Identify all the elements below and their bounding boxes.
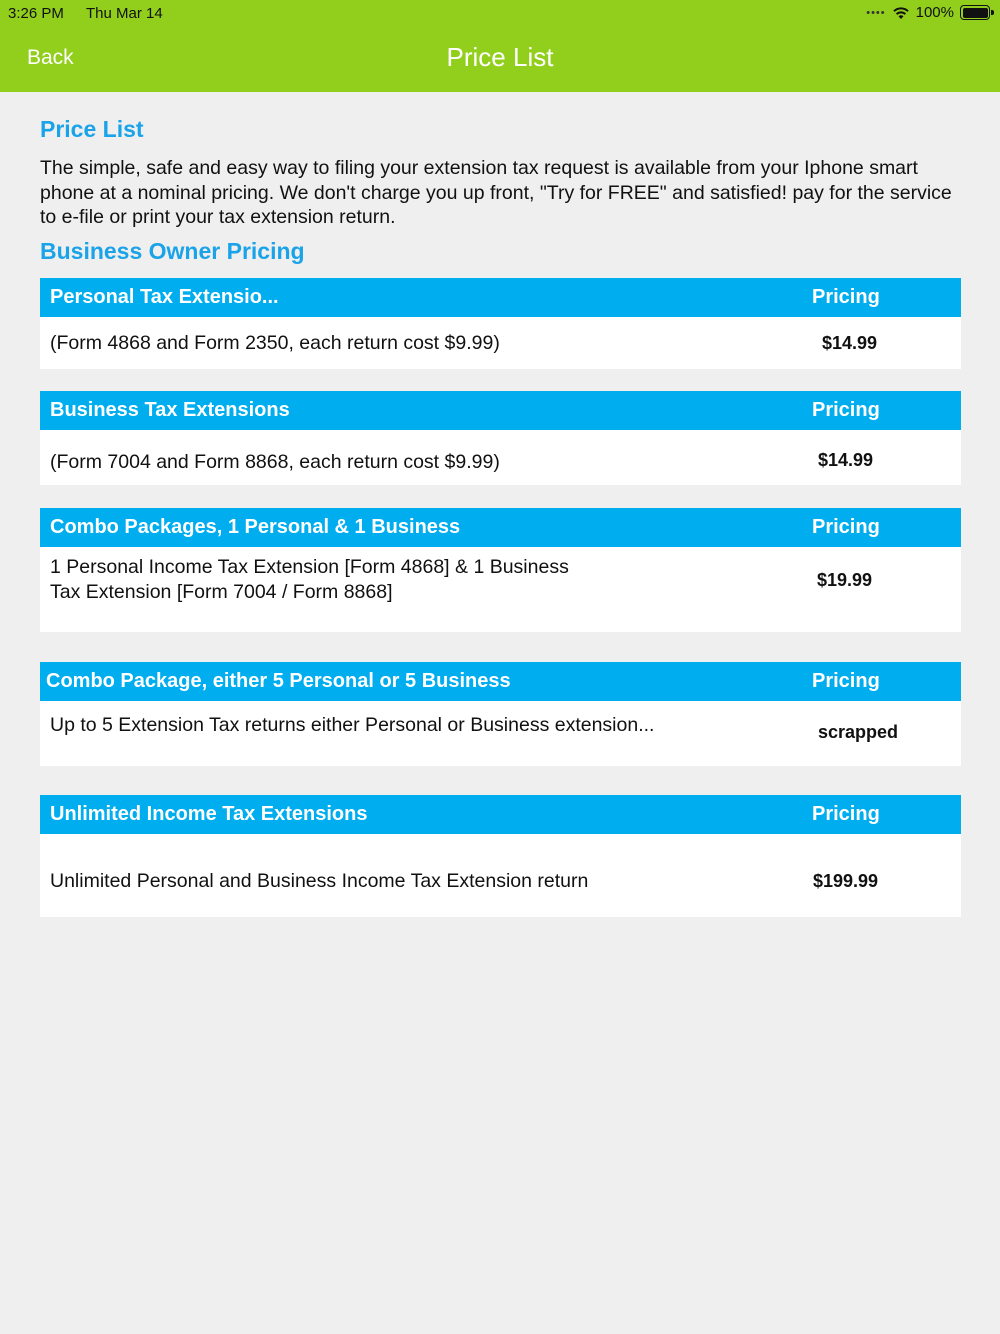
card-price: $199.99 (813, 871, 879, 891)
card-description: Up to 5 Extension Tax returns either Personal or Business extension... (50, 714, 655, 736)
status-date: Thu Mar 14 (86, 5, 163, 22)
card-header (40, 278, 961, 317)
pricing-label: Pricing (812, 399, 880, 421)
card-header (40, 795, 961, 834)
pricing-label: Pricing (812, 670, 880, 692)
card-description: (Form 4868 and Form 2350, each return cost $9.99) (50, 332, 500, 354)
pricing-card-business[interactable] (40, 391, 961, 485)
card-price: scrapped (818, 722, 899, 742)
card-header (40, 662, 961, 701)
card-title: Unlimited Income Tax Extensions (50, 803, 368, 825)
card-description: Unlimited Personal and Business Income Tax Extension return (50, 870, 589, 892)
card-price: $19.99 (817, 570, 873, 590)
card-price: $14.99 (822, 333, 878, 353)
battery-icon (960, 5, 990, 20)
wifi-icon (892, 6, 910, 20)
card-description-line2: Tax Extension [Form 7004 / Form 8868] (50, 581, 393, 603)
pricing-card-personal[interactable] (40, 278, 961, 369)
card-description: (Form 7004 and Form 8868, each return cost $9.99) (50, 451, 500, 473)
status-bar (0, 0, 1000, 28)
pricing-card-unlimited[interactable] (40, 795, 961, 917)
nav-bar (0, 0, 1000, 92)
card-title: Business Tax Extensions (50, 399, 290, 421)
intro-section (40, 116, 961, 266)
card-title: Combo Package, either 5 Personal or 5 Business (46, 670, 511, 692)
card-header (40, 508, 961, 547)
pricing-label: Pricing (812, 516, 880, 538)
signal-dots-icon: •••• (866, 6, 886, 19)
card-title: Personal Tax Extensio... (50, 286, 279, 308)
pricing-label: Pricing (812, 803, 880, 825)
card-header (40, 391, 961, 430)
battery-percent: 100% (915, 4, 954, 21)
card-body (40, 317, 961, 369)
card-body (40, 834, 961, 917)
intro-text: The simple, safe and easy way to filing your extension tax request is available from your Iphone smart phone at a nominal pricing. We don't charge you up front, "Try for FREE" and satisfied! pay for the service to e-file or print your tax extension return. (40, 157, 952, 228)
pricing-card-combo-1-1[interactable] (40, 508, 961, 632)
card-price: $14.99 (818, 450, 874, 470)
pricing-label: Pricing (812, 286, 880, 308)
card-body (40, 430, 961, 485)
status-time: 3:26 PM (8, 5, 64, 22)
card-description-line1: 1 Personal Income Tax Extension [Form 4868] & 1 Business (50, 556, 569, 578)
card-body (40, 547, 961, 632)
status-right (866, 4, 990, 21)
page-heading: Price List (40, 116, 144, 142)
back-button[interactable]: Back (27, 46, 74, 69)
section-heading: Business Owner Pricing (40, 237, 305, 264)
pricing-card-combo-5[interactable] (40, 662, 961, 766)
card-title: Combo Packages, 1 Personal & 1 Business (50, 516, 461, 538)
card-body (40, 701, 961, 766)
nav-title: Price List (446, 42, 554, 72)
